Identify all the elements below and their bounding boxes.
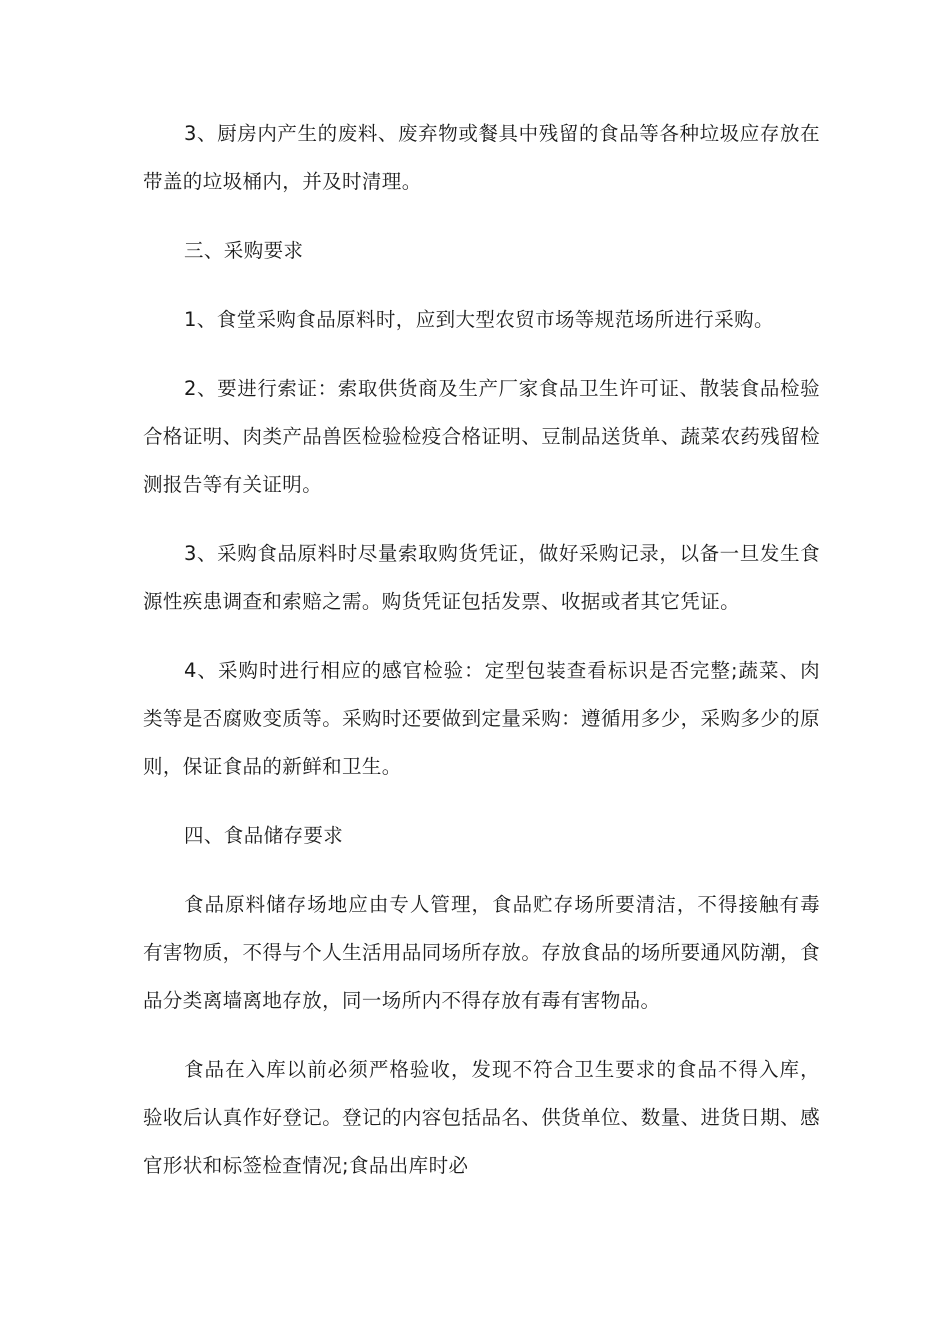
paragraph-sensory-inspection: 4、采购时进行相应的感官检验：定型包装查看标识是否完整;蔬菜、肉类等是否腐败变质等。采购时还要做到定量采购：遵循用多少，采购多少的原则，保证食品的新鲜和卫生。: [143, 659, 820, 778]
paragraph-purchase-place: 1、食堂采购食品原料时，应到大型农贸市场等规范场所进行采购。: [184, 308, 774, 331]
paragraph-purchase-vouchers: 3、采购食品原料时尽量索取购货凭证，做好采购记录，以备一旦发生食源性疾患调查和索赔之需。购货凭证包括发票、收据或者其它凭证。: [143, 542, 820, 613]
section-heading-purchasing: 三、采购要求: [184, 239, 304, 262]
paragraph-warehouse-acceptance: 食品在入库以前必须严格验收，发现不符合卫生要求的食品不得入库，验收后认真作好登记。登记的内容包括品名、供货单位、数量、进货日期、感官形状和标签检查情况;食品出库时必: [143, 1058, 820, 1177]
paragraph-kitchen-waste: 3、厨房内产生的废料、废弃物或餐具中残留的食品等各种垃圾应存放在带盖的垃圾桶内，并及时清理。: [143, 122, 820, 193]
paragraph-certificates: 2、要进行索证：索取供货商及生产厂家食品卫生许可证、散装食品检验合格证明、肉类产品兽医检验检疫合格证明、豆制品送货单、蔬菜农药残留检测报告等有关证明。: [143, 377, 820, 496]
section-heading-storage: 四、食品储存要求: [184, 824, 344, 847]
paragraph-storage-management: 食品原料储存场地应由专人管理，食品贮存场所要清洁，不得接触有毒有害物质，不得与个人生活用品同场所存放。存放食品的场所要通风防潮，食品分类离墙离地存放，同一场所内不得存放有毒有害物品。: [143, 893, 820, 1012]
